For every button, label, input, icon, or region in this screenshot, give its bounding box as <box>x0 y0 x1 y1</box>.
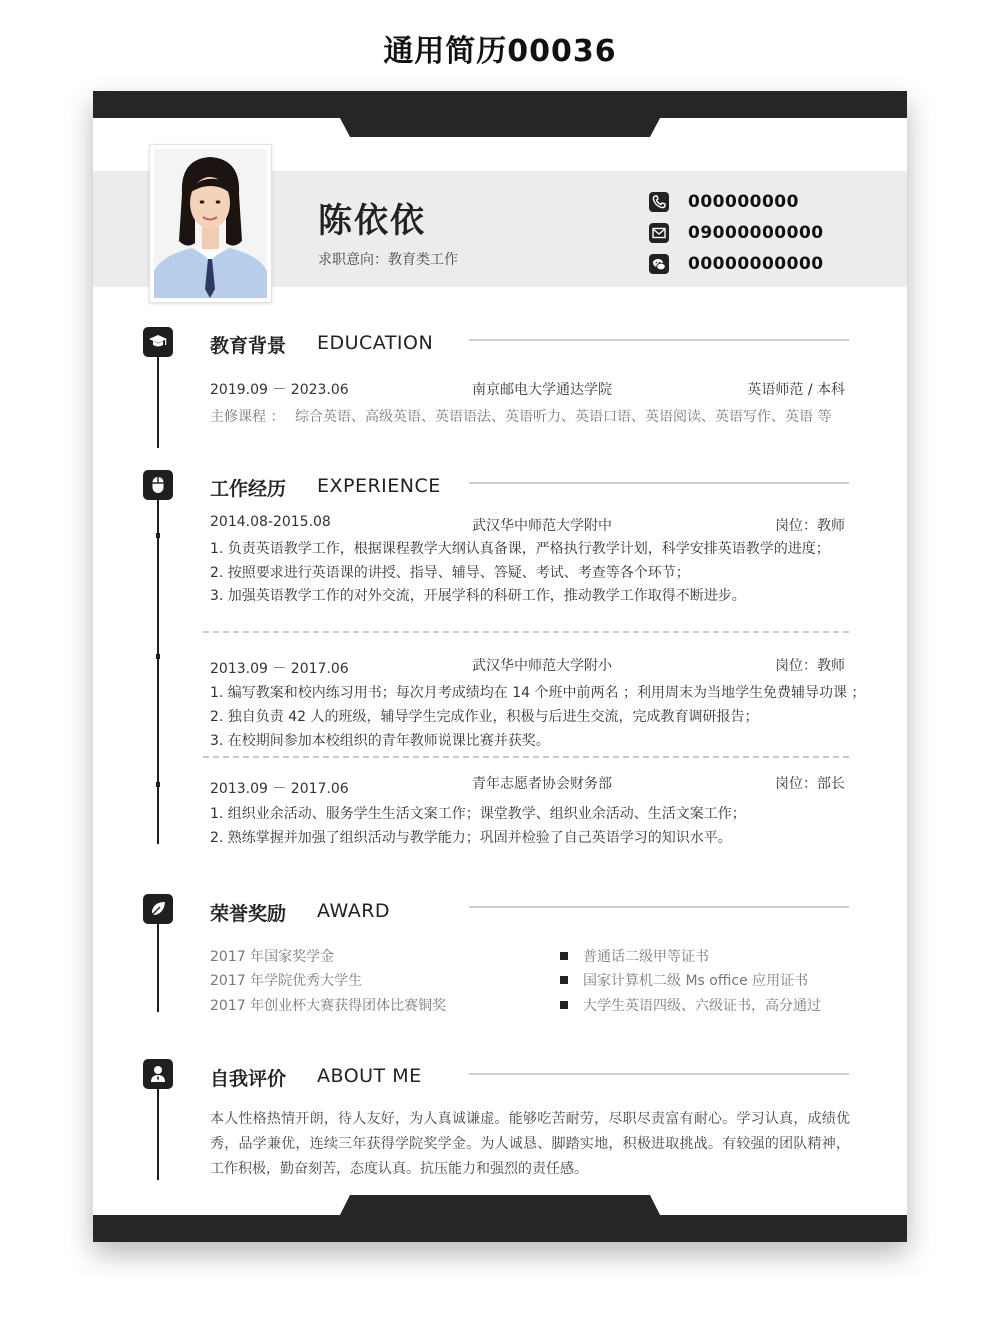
contact-phone <box>649 191 799 213</box>
job-org: 武汉华中师范大学附中 <box>472 518 612 534</box>
section-divider <box>469 482 849 484</box>
section-divider <box>469 1073 849 1075</box>
job-line: 2. 熟练掌握并加强了组织活动与教学能力；巩固并检验了自己英语学习的知识水平。 <box>210 830 732 846</box>
job-position: 岗位：教师 <box>775 658 845 674</box>
award-title-cn: 荣誉奖励 <box>210 903 287 925</box>
contact-wechat <box>649 253 824 275</box>
resume-sheet <box>93 91 907 1242</box>
phone-number: 000000000 <box>688 192 799 212</box>
job-period: 2013.09 － 2017.06 <box>210 781 349 797</box>
experience-title-cn: 工作经历 <box>210 478 287 500</box>
leaf-icon <box>143 894 173 924</box>
education-courses: 综合英语、高级英语、英语语法、英语听力、英语口语、英语阅读、英语写作、英语 等 <box>295 409 832 425</box>
mouse-icon <box>143 470 173 500</box>
about-title-en: ABOUT ME <box>317 1065 422 1087</box>
about-title-cn: 自我评价 <box>210 1068 287 1090</box>
award-item: 2017 年创业杯大赛获得团体比赛铜奖 <box>210 998 447 1014</box>
job-line: 2. 按照要求进行英语课的讲授、指导、辅导、答疑、考试、考查等各个环节； <box>210 565 690 581</box>
job-intent <box>318 249 458 269</box>
graduation-cap-icon <box>143 327 173 357</box>
experience-title-en: EXPERIENCE <box>317 475 441 497</box>
job-line: 1. 编写教案和校内练习用书；每次月考成绩均在 14 个班中前两名 ；利用周末为当地学生免费辅导功课 ； <box>210 685 866 701</box>
section-divider <box>469 339 849 341</box>
top-decor-bar <box>93 91 907 137</box>
dashed-divider <box>203 756 849 758</box>
job-line: 1. 组织业余活动、服务学生生活文案工作；课堂教学、组织业余活动、生活文案工作； <box>210 806 746 822</box>
job-period: 2013.09 － 2017.06 <box>210 661 349 677</box>
job-intent-value: 教育类工作 <box>388 252 458 268</box>
timeline-line <box>157 922 159 1012</box>
job-position: 岗位：教师 <box>775 518 845 534</box>
dashed-divider <box>203 631 849 633</box>
timeline-dot <box>156 533 160 538</box>
education-courses-label: 主修课程 ： <box>210 409 285 425</box>
candidate-name: 陈依依 <box>318 201 426 241</box>
job-intent-label: 求职意向： <box>318 252 388 268</box>
job-period: 2014.08-2015.08 <box>210 514 331 530</box>
wechat-value: 00000000000 <box>688 254 824 274</box>
education-major: 英语师范 / 本科 <box>747 382 845 398</box>
education-title-cn: 教育背景 <box>210 335 287 357</box>
bottom-decor-bar <box>93 1195 907 1242</box>
user-icon <box>143 1059 173 1089</box>
bullet-square <box>560 1001 568 1009</box>
bullet-square <box>560 952 568 960</box>
wechat-icon <box>649 254 669 274</box>
page-title: 通用简历00036 <box>383 34 617 69</box>
award-title-en: AWARD <box>317 900 391 922</box>
job-position: 岗位：部长 <box>775 776 845 792</box>
job-line: 3. 加强英语教学工作的对外交流，开展学科的科研工作，推动教学工作取得不断进步。 <box>210 588 746 604</box>
job-line: 3. 在校期间参加本校组织的青年教师说课比赛并获奖。 <box>210 733 550 749</box>
education-school: 南京邮电大学通达学院 <box>472 382 612 398</box>
education-title-en: EDUCATION <box>317 332 434 354</box>
timeline-line <box>157 355 159 448</box>
timeline-dot <box>156 782 160 787</box>
phone-icon <box>649 192 669 212</box>
bullet-square <box>560 976 568 984</box>
job-line: 2. 独自负责 42 人的班级，辅导学生完成作业，积极与后进生交流，完成教育调研报告； <box>210 709 759 725</box>
certificate-item: 普通话二级甲等证书 <box>583 949 709 965</box>
contact-email <box>649 222 824 244</box>
timeline-line <box>157 498 159 844</box>
about-text: 本人性格热情开朗，待人友好，为人真诚谦虚。能够吃苦耐劳，尽职尽责富有耐心。学习认真，成绩优秀，品学兼优，连续三年获得学院奖学金。为人诚恳、脚踏实地，积极进取挑战。有较强的团队精神，工作积极，勤奋刻苦，态度认真。抗压能力和强烈的责任感。 <box>210 1111 850 1177</box>
email-value: 09000000000 <box>688 223 824 243</box>
certificate-item: 国家计算机二级 Ms office 应用证书 <box>583 973 809 989</box>
section-divider <box>469 906 849 908</box>
profile-photo <box>149 144 272 303</box>
timeline-line <box>157 1087 159 1180</box>
award-item: 2017 年国家奖学金 <box>210 949 335 965</box>
timeline-dot <box>156 654 160 659</box>
job-org: 武汉华中师范大学附小 <box>472 658 612 674</box>
certificate-item: 大学生英语四级、六级证书，高分通过 <box>583 998 821 1014</box>
award-item: 2017 年学院优秀大学生 <box>210 973 363 989</box>
education-period: 2019.09 － 2023.06 <box>210 382 349 398</box>
email-icon <box>649 223 669 243</box>
job-org: 青年志愿者协会财务部 <box>472 776 612 792</box>
job-line: 1. 负责英语教学工作，根据课程教学大纲认真备课，严格执行教学计划，科学安排英语教学的进度； <box>210 541 830 557</box>
